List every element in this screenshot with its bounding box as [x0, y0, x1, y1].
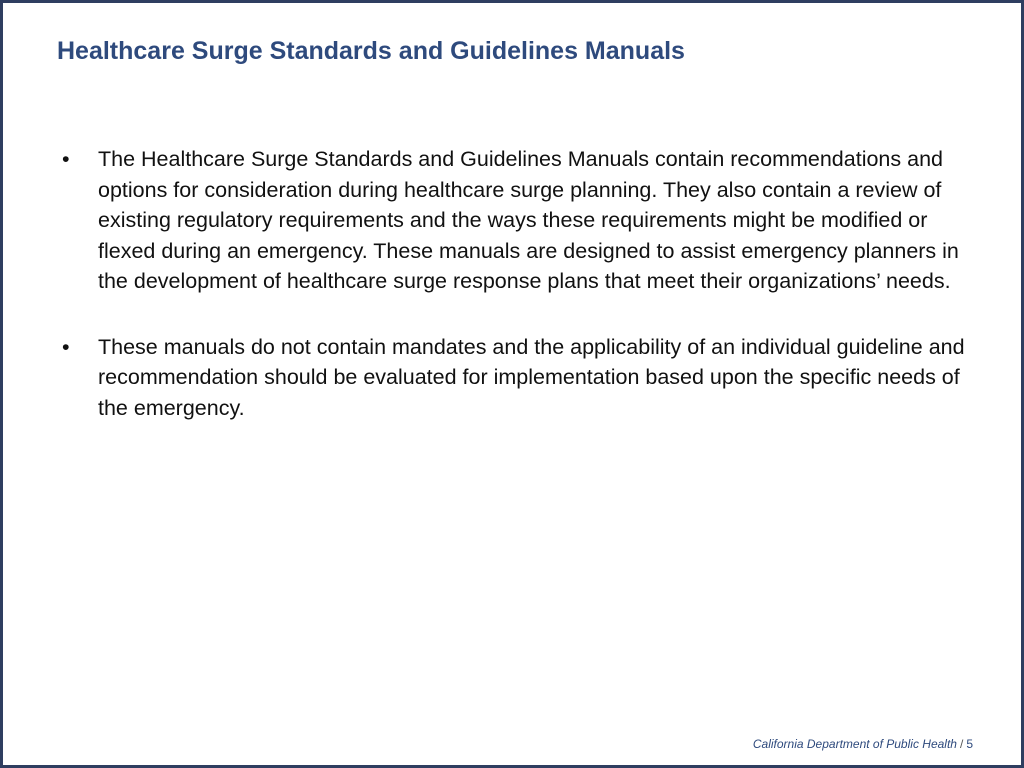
bullet-text: These manuals do not contain mandates and the applicability of an individual guideline and recommendation should be evaluated for implementation based upon the specific needs of the emergency.	[98, 334, 965, 420]
footer-organization: California Department of Public Health	[752, 737, 957, 751]
bullet-item	[58, 144, 973, 297]
bullet-marker: •	[62, 334, 70, 359]
footer	[753, 737, 973, 751]
bullet-item	[58, 332, 973, 424]
page-number: 5	[966, 737, 973, 751]
bullet-marker: •	[62, 147, 70, 171]
bullet-text: The Healthcare Surge Standards and Guidelines Manuals contain recommendations and options for consideration during healthcare surge planning. They also contain a review of existing regulatory requirements and the ways these requirements might be modified or flexed during an emergency. These manuals are designed to assist emergency planners in the development of healthcare surge response plans that meet their organizations’ needs.	[98, 147, 959, 293]
footer-separator: /	[959, 737, 964, 751]
bullet-list	[58, 144, 973, 458]
slide-title: Healthcare Surge Standards and Guidelines Manuals	[57, 37, 685, 65]
